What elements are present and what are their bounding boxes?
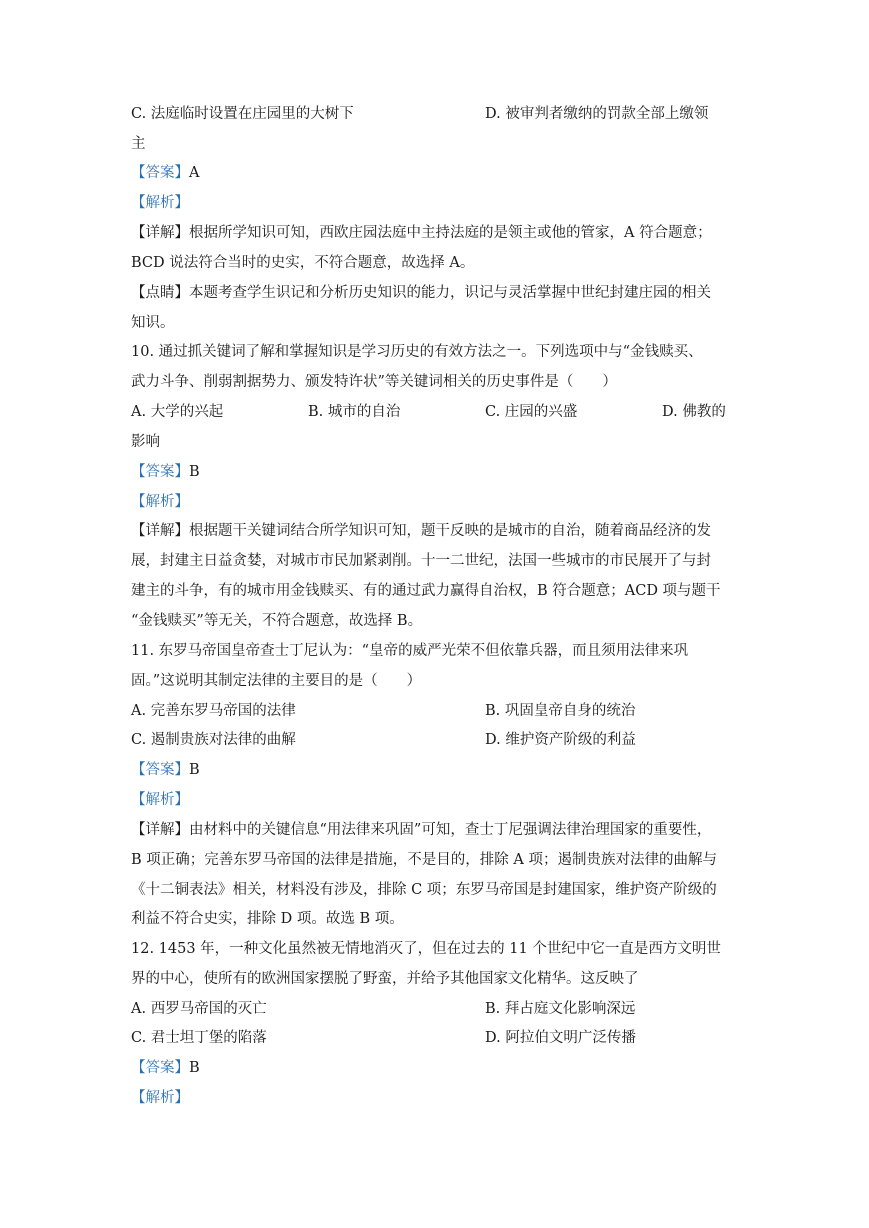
analysis-tag: 【解析】 — [131, 494, 189, 510]
q12-answer — [131, 1058, 741, 1078]
analysis-tag: 【解析】 — [131, 792, 189, 808]
detail-tag: 【详解】 — [131, 523, 189, 539]
answer-value: B — [189, 464, 200, 480]
q12-option-d: D. 阿拉伯文明广泛传播 — [485, 1030, 636, 1046]
q10-detail-line2: 展，封建主日益贪婪，对城市市民加紧剥削。十一二世纪，法国一些城市的市民展开了与封 — [131, 553, 711, 569]
q9-detail-line2: BCD 说法符合当时的史实，不符合题意，故选择 A。 — [131, 255, 475, 271]
q10-option-d-cont: 影响 — [131, 434, 160, 450]
q11-detail-line4: 利益不符合史实，排除 D 项。故选 B 项。 — [131, 911, 404, 927]
detail-tag: 【详解】 — [131, 225, 189, 241]
q12-stem-line1: 12. 1453 年，一种文化虽然被无情地消灭了，但在过去的 11 个世纪中它一直是西方文明世 — [131, 941, 721, 957]
q11-answer — [131, 760, 741, 780]
q11-stem-line1: 11. 东罗马帝国皇帝查士丁尼认为：“皇帝的威严光荣不但依靠兵器，而且须用法律来巩 — [131, 643, 689, 659]
analysis-tag: 【解析】 — [131, 1090, 189, 1106]
answer-tag: 【答案】 — [131, 1060, 189, 1076]
q10-analysis — [131, 492, 741, 512]
q9-answer — [131, 163, 741, 183]
point-tag: 【点睛】 — [131, 285, 189, 301]
q11-detail-line2: B 项正确；完善东罗马帝国的法律是措施，不是目的，排除 A 项；遏制贵族对法律的曲解与 — [131, 852, 717, 868]
q10-option-c: C. 庄园的兴盛 — [485, 404, 578, 420]
q10-answer — [131, 462, 741, 482]
q10-detail-line3: 建主的斗争，有的城市用金钱赎买、有的通过武力赢得自治权，B 符合题意；ACD 项与题干 — [131, 583, 721, 599]
q12-option-b: B. 拜占庭文化影响深远 — [485, 1001, 636, 1017]
answer-tag: 【答案】 — [131, 165, 189, 181]
q10-stem-line2: 武力斗争、削弱割据势力、颁发特许状”等关键词相关的历史事件是（ ） — [131, 374, 617, 390]
analysis-tag: 【解析】 — [131, 195, 189, 211]
q9-option-d: D. 被审判者缴纳的罚款全部上缴领 — [485, 106, 709, 122]
answer-value: B — [189, 762, 200, 778]
q12-option-c: C. 君士坦丁堡的陷落 — [131, 1030, 267, 1046]
q11-option-c: C. 遏制贵族对法律的曲解 — [131, 732, 296, 748]
q11-option-b: B. 巩固皇帝自身的统治 — [485, 703, 636, 719]
q9-option-c: C. 法庭临时设置在庄园里的大树下 — [131, 106, 354, 122]
q10-detail-line4: “金钱赎买”等无关，不符合题意，故选择 B。 — [131, 613, 423, 629]
q10-option-b: B. 城市的自治 — [308, 404, 401, 420]
q12-analysis — [131, 1088, 741, 1108]
q10-stem-line1: 10. 通过抓关键词了解和掌握知识是学习历史的有效方法之一。下列选项中与“金钱赎买、 — [131, 344, 703, 360]
q9-detail — [131, 223, 741, 243]
detail-text: 根据题干关键词结合所学知识可知，题干反映的是城市的自治，随着商品经济的发 — [189, 523, 711, 539]
q11-detail-line3: 《十二铜表法》相关，材料没有涉及，排除 C 项；东罗马帝国是封建国家，维护资产阶级的 — [131, 882, 717, 898]
q10-option-a: A. 大学的兴起 — [131, 404, 224, 420]
q9-point — [131, 283, 741, 303]
q9-point-line2: 知识。 — [131, 315, 175, 331]
answer-tag: 【答案】 — [131, 464, 189, 480]
answer-value: B — [189, 1060, 200, 1076]
answer-value: A — [189, 165, 200, 181]
q11-stem-line2: 固。”这说明其制定法律的主要目的是（ ） — [131, 673, 422, 689]
q11-analysis — [131, 790, 741, 810]
q12-option-a: A. 西罗马帝国的灭亡 — [131, 1001, 267, 1017]
q11-option-d: D. 维护资产阶级的利益 — [485, 732, 636, 748]
q12-stem-line2: 界的中心，使所有的欧洲国家摆脱了野蛮，并给予其他国家文化精华。这反映了 — [131, 971, 639, 987]
q10-option-d: D. 佛教的 — [662, 404, 726, 420]
detail-text: 根据所学知识可知，西欧庄园法庭中主持法庭的是领主或他的管家，A 符合题意； — [189, 225, 712, 241]
detail-tag: 【详解】 — [131, 822, 189, 838]
q9-analysis — [131, 193, 741, 213]
q11-option-a: A. 完善东罗马帝国的法律 — [131, 703, 296, 719]
answer-tag: 【答案】 — [131, 762, 189, 778]
q11-detail — [131, 820, 741, 840]
q9-option-d-cont: 主 — [131, 136, 146, 152]
detail-text: 由材料中的关键信息“用法律来巩固”可知，查士丁尼强调法律治理国家的重要性， — [189, 822, 712, 838]
point-text: 本题考查学生识记和分析历史知识的能力，识记与灵活掌握中世纪封建庄园的相关 — [189, 285, 711, 301]
q10-detail — [131, 521, 741, 541]
